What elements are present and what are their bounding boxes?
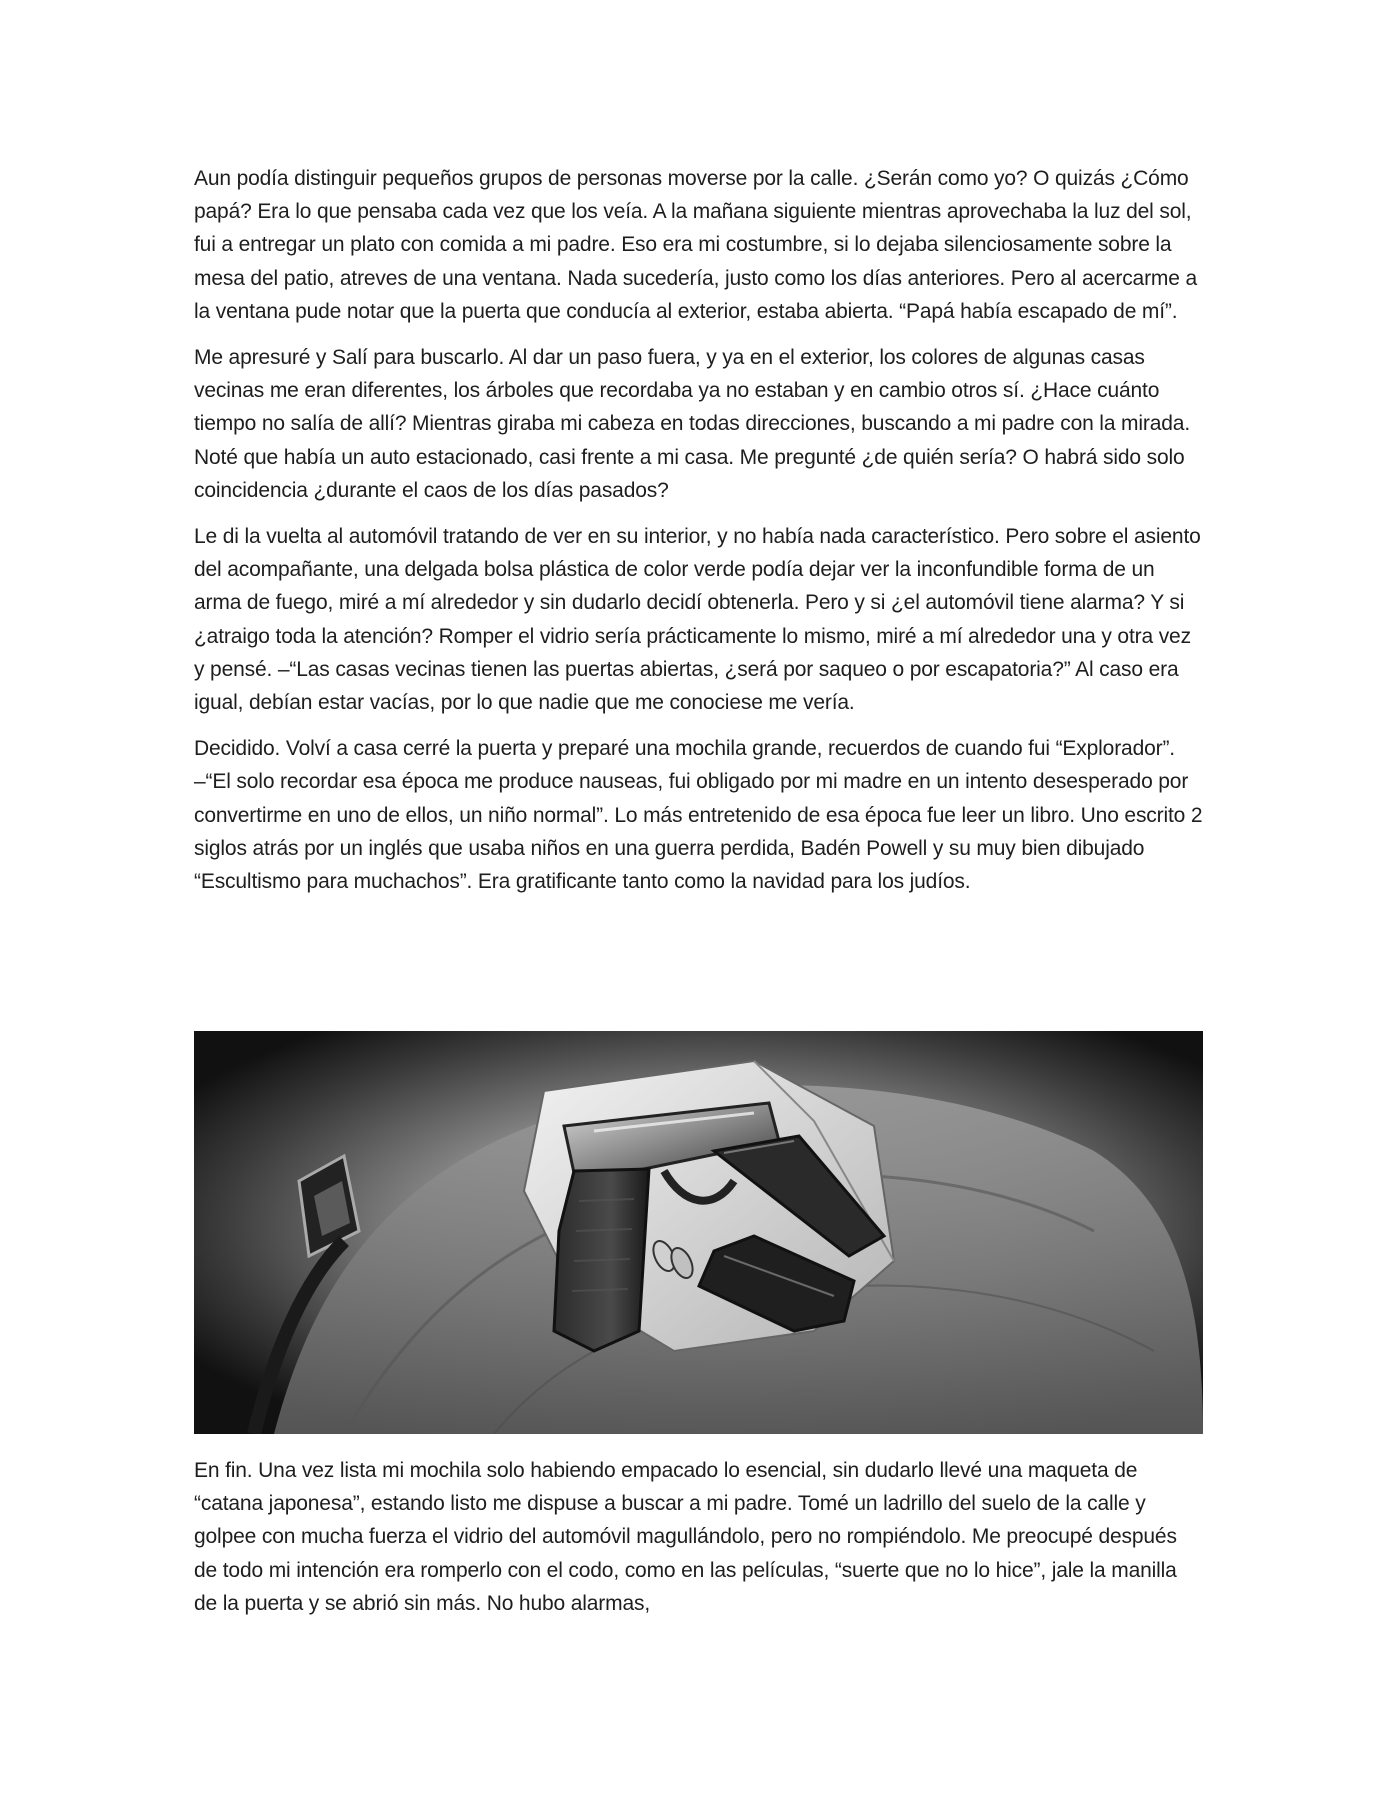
pistol-on-car-seat-illustration: [194, 1031, 1203, 1434]
illustration-svg: [194, 1031, 1203, 1434]
paragraph: Decidido. Volví a casa cerré la puerta y preparé una mochila grande, recuerdos de cuando fui “Explorador”. –“El solo recordar esa época me produce nauseas, fui obligado por mi madre en un intento desesperado por convertirme en uno de ellos, un niño normal”. Lo más entretenido de esa época fue leer un libro. Uno escrito 2 siglos atrás por un inglés que usaba niños en una guerra perdida, Badén Powell y su muy bien dibujado “Escultismo para muchachos”. Era gratificante tanto como la navidad para los judíos.: [194, 737, 1203, 894]
paragraph: En fin. Una vez lista mi mochila solo habiendo empacado lo esencial, sin dudarlo llevé una maqueta de “catana japonesa”, estando listo me dispuse a buscar a mi padre. Tomé un ladrillo del suelo de la calle y golpee con mucha fuerza el vidrio del automóvil magullándolo, pero no rompiéndolo. Me preocupé después de todo mi intención era romperlo con el codo, como en las películas, “suerte que no lo hice”, jale la manilla de la puerta y se abrió sin más. No hubo alarmas,: [194, 1459, 1177, 1615]
paragraph: Me apresuré y Salí para buscarlo. Al dar un paso fuera, y ya en el exterior, los colores de algunas casas vecinas me eran diferentes, los árboles que recordaba ya no estaban y en cambio otros sí. ¿Hace cuánto tiempo no salía de allí? Mientras giraba mi cabeza en todas direcciones, buscando a mi padre con la mirada. Noté que había un auto estacionado, casi frente a mi casa. Me pregunté ¿de quién sería? O habrá sido solo coincidencia ¿durante el caos de los días pasados?: [194, 346, 1191, 502]
body-text-top: [194, 162, 1204, 911]
paragraph: Aun podía distinguir pequeños grupos de personas moverse por la calle. ¿Serán como yo? O quizás ¿Cómo papá? Era lo que pensaba cada vez que los veía. A la mañana siguiente mientras aprovechaba la luz del sol, fui a entregar un plato con comida a mi padre. Eso era mi costumbre, si lo dejaba silenciosamente sobre la mesa del patio, atreves de una ventana. Nada sucedería, justo como los días anteriores. Pero al acercarme a la ventana pude notar que la puerta que conducía al exterior, estaba abierta. “Papá había escapado de mí”.: [194, 167, 1198, 323]
paragraph: Le di la vuelta al automóvil tratando de ver en su interior, y no había nada característico. Pero sobre el asiento del acompañante, una delgada bolsa plástica de color verde podía dejar ver la inconfundible forma de un arma de fuego, miré a mí alrededor y sin dudarlo decidí obtenerla. Pero y si ¿el automóvil tiene alarma? Y si ¿atraigo toda la atención? Romper el vidrio sería prácticamente lo mismo, miré a mí alrededor una y otra vez y pensé. –“Las casas vecinas tienen las puertas abiertas, ¿será por saqueo o por escapatoria?” Al caso era igual, debían estar vacías, por lo que nadie que me conociese me vería.: [194, 525, 1201, 715]
body-text-bottom: [194, 1454, 1204, 1633]
